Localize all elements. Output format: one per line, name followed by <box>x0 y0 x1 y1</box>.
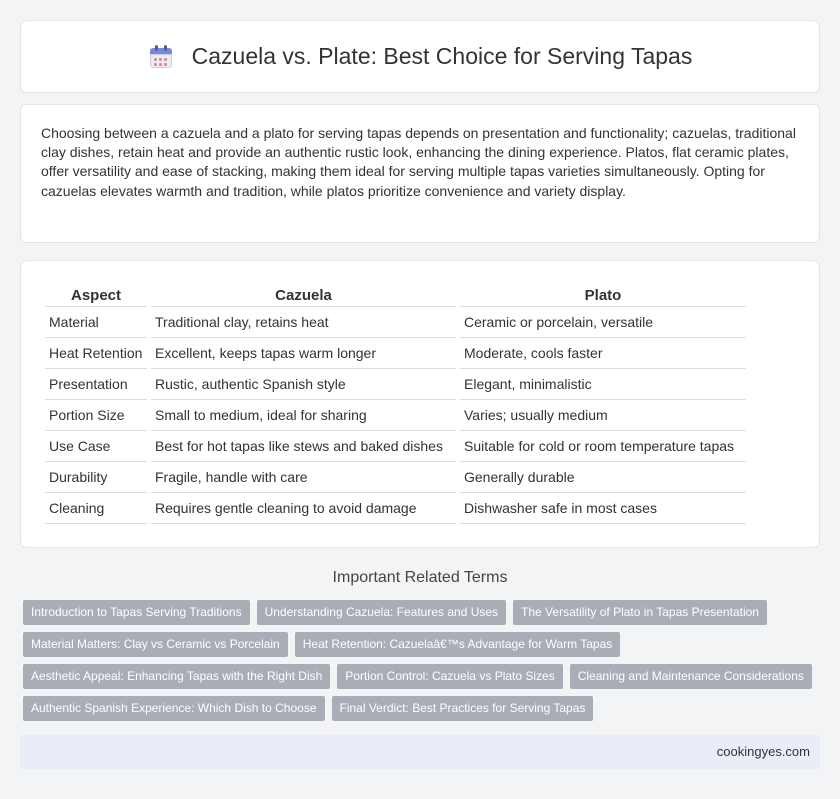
intro-text: Choosing between a cazuela and a plato for serving tapas depends on presentation and functionality; cazuelas, traditional clay dishes, retain heat and provide an authentic rustic look, enhancing the dining experience. Platos, flat ceramic plates, offer versatility and ease of stacking, making them ideal for serving multiple tapas varieties simultaneously. Opting for cazuelas elevates warmth and tradition, while platos prioritize convenience and variety display. <box>41 125 796 199</box>
table-row <box>45 369 746 400</box>
cell-plato: Suitable for cold or room temperature tapas <box>460 431 746 462</box>
related-term-tag[interactable]: Heat Retention: Cazuelaâ€™s Advantage for Warm Tapas <box>295 632 621 657</box>
cell-cazuela: Fragile, handle with care <box>151 462 456 493</box>
cell-cazuela: Rustic, authentic Spanish style <box>151 369 456 400</box>
table-header-row <box>45 283 746 307</box>
cell-aspect: Cleaning <box>45 493 147 524</box>
page-title: Cazuela vs. Plate: Best Choice for Serving Tapas <box>191 43 693 69</box>
header-card <box>20 20 820 93</box>
table-row <box>45 462 746 493</box>
related-term-tag[interactable]: Authentic Spanish Experience: Which Dish to Choose <box>23 696 325 721</box>
header-plato: Plato <box>460 283 746 307</box>
table-row <box>45 493 746 524</box>
cell-plato: Ceramic or porcelain, versatile <box>460 307 746 338</box>
cell-plato: Moderate, cools faster <box>460 338 746 369</box>
cell-cazuela: Requires gentle cleaning to avoid damage <box>151 493 456 524</box>
cell-aspect: Presentation <box>45 369 147 400</box>
related-term-tag[interactable]: Aesthetic Appeal: Enhancing Tapas with the Right Dish <box>23 664 330 689</box>
cell-plato: Varies; usually medium <box>460 400 746 431</box>
cell-plato: Generally durable <box>460 462 746 493</box>
related-term-tag[interactable]: The Versatility of Plato in Tapas Presentation <box>513 600 767 625</box>
cell-cazuela: Excellent, keeps tapas warm longer <box>151 338 456 369</box>
footer <box>20 735 820 769</box>
intro-card <box>20 104 820 243</box>
cell-plato: Elegant, minimalistic <box>460 369 746 400</box>
comparison-card <box>20 260 820 548</box>
table-row <box>45 431 746 462</box>
table-row <box>45 307 746 338</box>
related-term-tag[interactable]: Portion Control: Cazuela vs Plato Sizes <box>337 664 562 689</box>
footer-site-link[interactable]: cookingyes.com <box>716 744 810 759</box>
related-term-tag[interactable]: Cleaning and Maintenance Considerations <box>570 664 812 689</box>
header-cazuela: Cazuela <box>151 283 456 307</box>
cell-aspect: Durability <box>45 462 147 493</box>
comparison-table <box>41 283 750 524</box>
cell-cazuela: Traditional clay, retains heat <box>151 307 456 338</box>
related-terms-list <box>23 600 823 728</box>
cell-plato: Dishwasher safe in most cases <box>460 493 746 524</box>
cell-aspect: Material <box>45 307 147 338</box>
cell-aspect: Heat Retention <box>45 338 147 369</box>
cell-aspect: Use Case <box>45 431 147 462</box>
related-terms-title: Important Related Terms <box>332 569 508 586</box>
table-row <box>45 400 746 431</box>
related-term-tag[interactable]: Introduction to Tapas Serving Traditions <box>23 600 250 625</box>
header-aspect: Aspect <box>45 283 147 307</box>
related-term-tag[interactable]: Understanding Cazuela: Features and Uses <box>257 600 506 625</box>
cell-aspect: Portion Size <box>45 400 147 431</box>
related-term-tag[interactable]: Final Verdict: Best Practices for Serving Tapas <box>332 696 594 721</box>
cell-cazuela: Small to medium, ideal for sharing <box>151 400 456 431</box>
cell-cazuela: Best for hot tapas like stews and baked dishes <box>151 431 456 462</box>
table-row <box>45 338 746 369</box>
related-term-tag[interactable]: Material Matters: Clay vs Ceramic vs Porcelain <box>23 632 288 657</box>
calendar-icon <box>148 44 174 70</box>
